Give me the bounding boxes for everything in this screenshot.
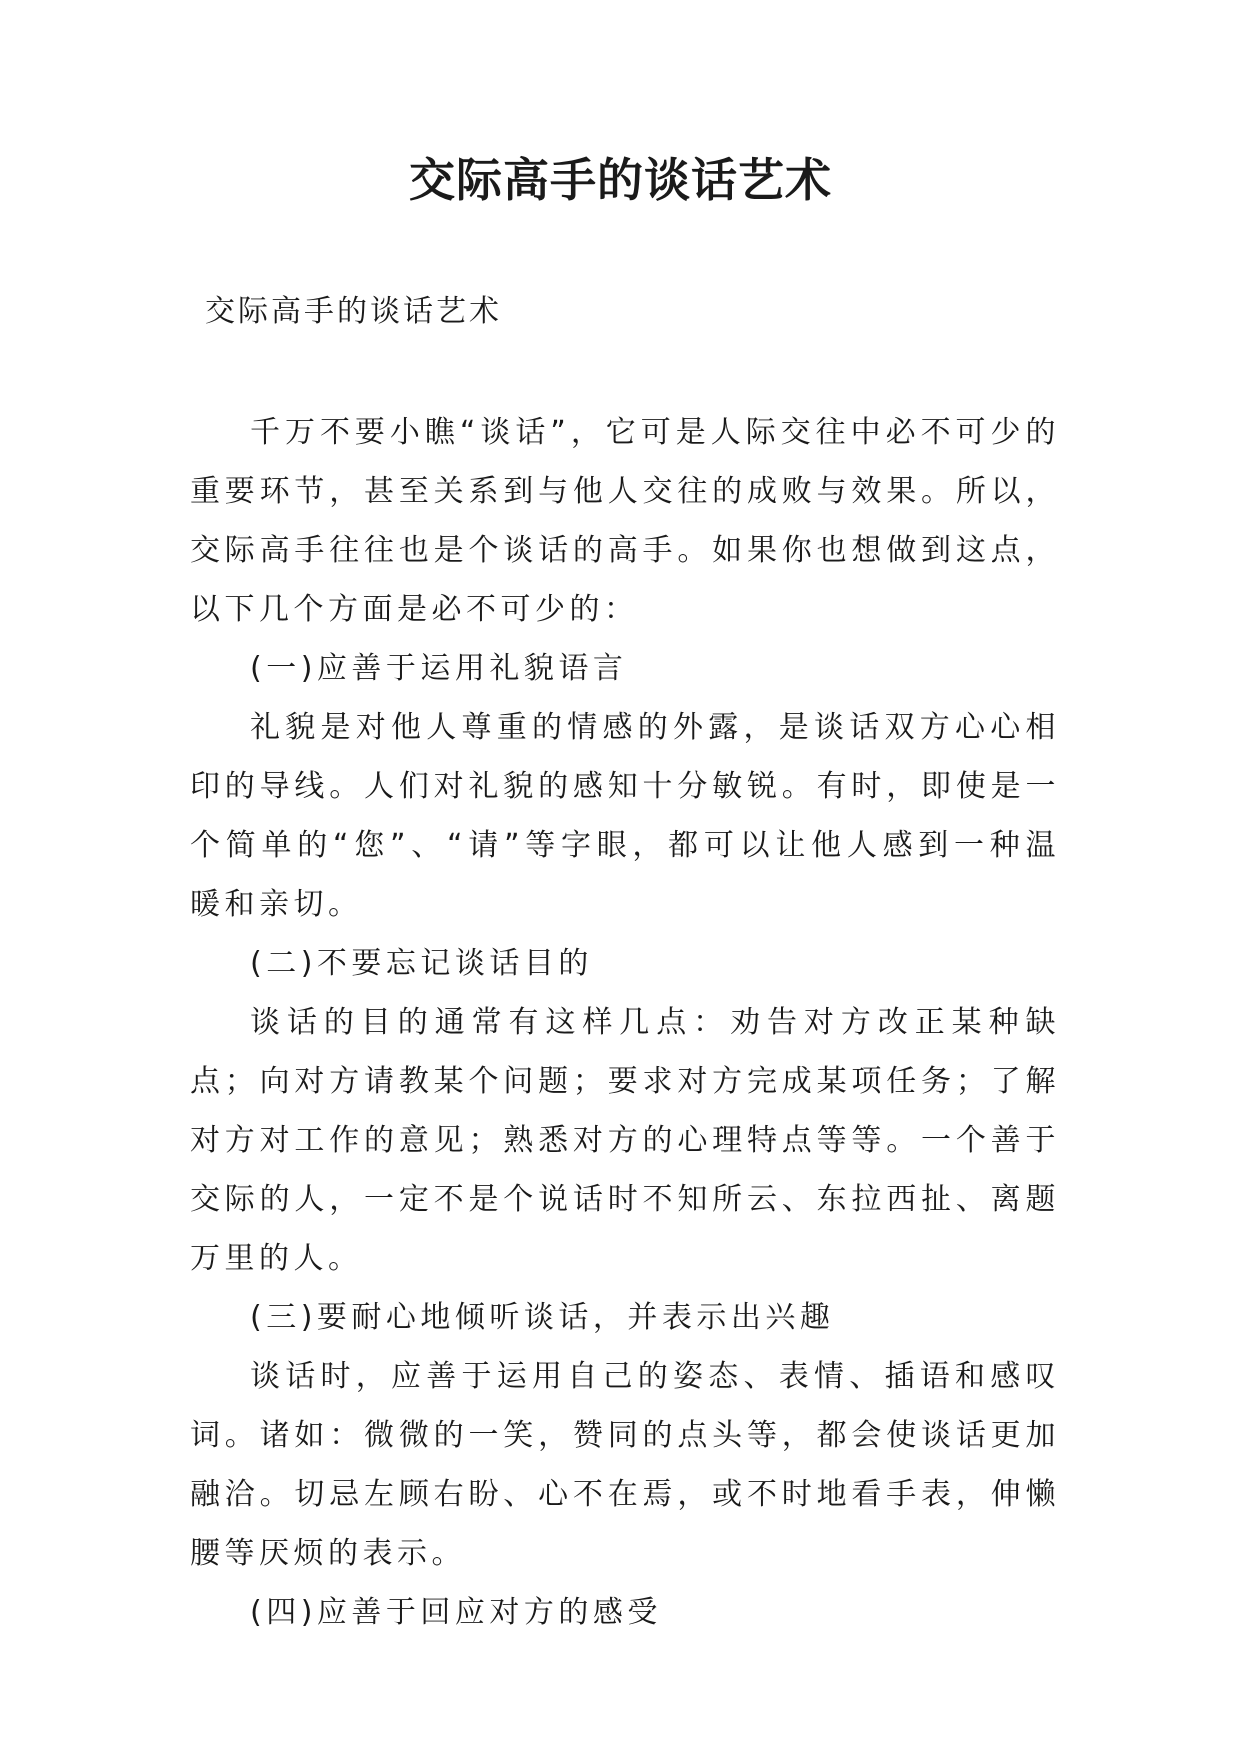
document-body — [190, 403, 1060, 1642]
document-subtitle: 交际高手的谈话艺术 — [205, 294, 502, 329]
section-heading-1: (一)应善于运用礼貌语言 — [250, 651, 628, 686]
paragraph-2: 谈话的目的通常有这样几点：劝告对方改正某种缺点；向对方请教某个问题；要求对方完成某项任务；了解对方对工作的意见；熟悉对方的心理特点等等。一个善于交际的人，一定不是个说话时不知所云、东拉西扯、离题万里的人。 — [190, 1005, 1060, 1276]
document-title: 交际高手的谈话艺术 — [409, 153, 832, 207]
section-heading-3: (三)要耐心地倾听谈话，并表示出兴趣 — [250, 1300, 835, 1335]
section-heading-4: (四)应善于回应对方的感受 — [250, 1595, 662, 1630]
paragraph-1: 礼貌是对他人尊重的情感的外露，是谈话双方心心相印的导线。人们对礼貌的感知十分敏锐。有时，即使是一个简单的“您”、“请”等字眼，都可以让他人感到一种温暖和亲切。 — [190, 710, 1060, 922]
section-heading-2: (二)不要忘记谈话目的 — [250, 946, 593, 981]
paragraph-3: 谈话时，应善于运用自己的姿态、表情、插语和感叹词。诸如：微微的一笑，赞同的点头等，都会使谈话更加融洽。切忌左顾右盼、心不在焉，或不时地看手表，伸懒腰等厌烦的表示。 — [190, 1359, 1060, 1571]
paragraph-intro: 千万不要小瞧“谈话”，它可是人际交往中必不可少的重要环节，甚至关系到与他人交往的成败与效果。所以，交际高手往往也是个谈话的高手。如果你也想做到这点，以下几个方面是必不可少的： — [190, 415, 1060, 627]
